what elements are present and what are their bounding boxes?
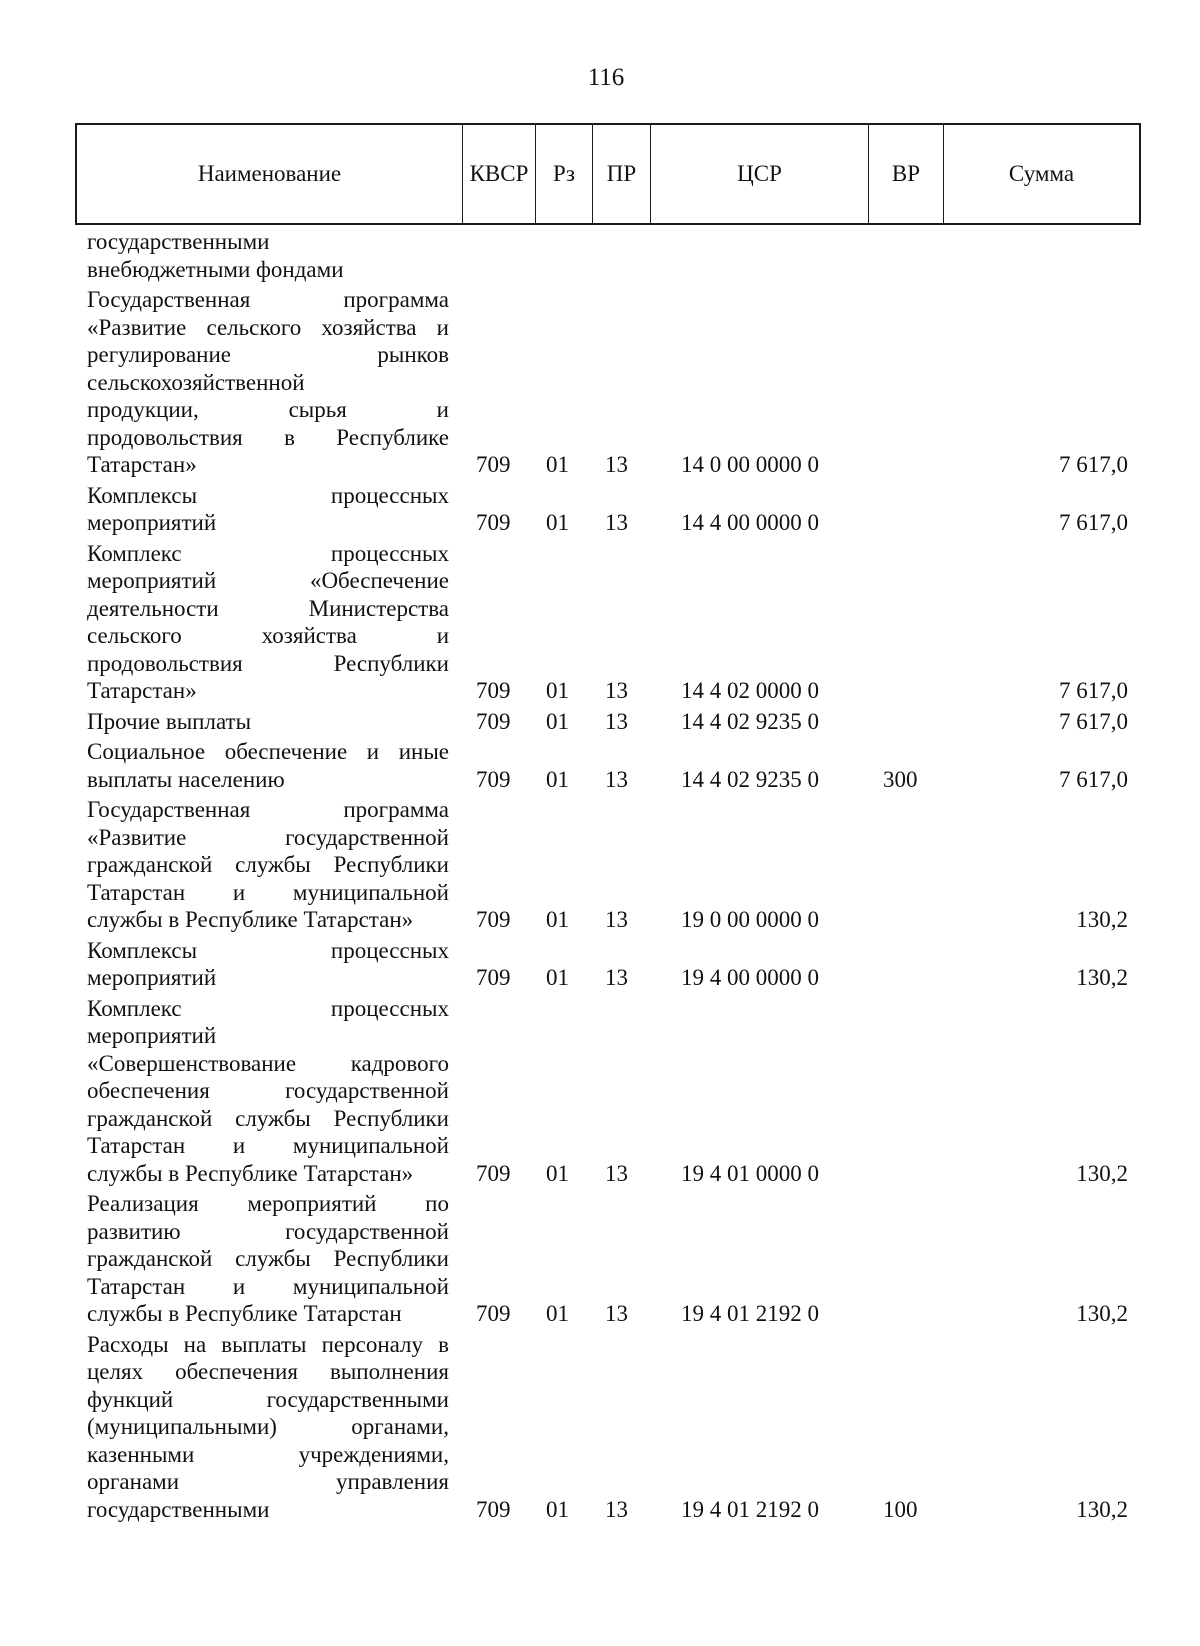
table-row bbox=[0, 738, 1200, 793]
row-name-line: Реализация мероприятий по bbox=[87, 1191, 449, 1216]
row-name-line: продовольствия Республики bbox=[87, 650, 449, 676]
table-row bbox=[0, 1190, 1200, 1328]
cell-sum: 7 617,0 bbox=[1059, 766, 1128, 792]
header-name: Наименование bbox=[77, 125, 463, 223]
row-name-line: службы в Республике Татарстан bbox=[87, 1301, 402, 1326]
cell-csr: 14 4 02 9235 0 bbox=[681, 766, 819, 792]
cell-csr: 14 4 02 0000 0 bbox=[681, 678, 819, 703]
row-name-line: «Развитие сельского хозяйства и bbox=[87, 314, 449, 340]
header-vr: ВР bbox=[869, 125, 944, 223]
row-name-line: Прочие выплаты bbox=[87, 708, 252, 734]
cell-csr: 19 4 01 0000 0 bbox=[681, 1160, 819, 1186]
row-name bbox=[87, 1331, 449, 1524]
cell-sum: 130,2 bbox=[1076, 1496, 1128, 1522]
row-name-line: мероприятий bbox=[87, 965, 217, 990]
row-name-line: мероприятий «Обеспечение bbox=[87, 568, 449, 593]
row-name-line: обеспечения государственной bbox=[87, 1078, 449, 1103]
cell-rz: 01 bbox=[546, 708, 569, 734]
table-row bbox=[0, 482, 1200, 537]
cell-csr: 19 0 00 0000 0 bbox=[681, 907, 819, 932]
row-name bbox=[87, 286, 449, 479]
row-name-line: деятельности Министерства bbox=[87, 595, 449, 621]
row-name-line: функций государственными bbox=[87, 1386, 449, 1412]
row-name-line: сельского хозяйства и bbox=[87, 623, 449, 648]
cell-vr: 300 bbox=[883, 766, 918, 792]
table-header bbox=[75, 123, 1141, 225]
row-name-line: Комплексы процессных bbox=[87, 482, 449, 508]
row-name-line: Татарстан и муниципальной bbox=[87, 879, 449, 905]
header-csr: ЦСР bbox=[651, 125, 869, 223]
cell-kvsr: 709 bbox=[476, 965, 511, 990]
cell-kvsr: 709 bbox=[476, 1496, 511, 1522]
row-name-line: службы в Республике Татарстан» bbox=[87, 1160, 414, 1186]
row-name-line: продовольствия в Республике bbox=[87, 424, 449, 450]
table-row bbox=[0, 228, 1200, 283]
cell-sum: 7 617,0 bbox=[1059, 452, 1128, 477]
header-sum: Сумма bbox=[1008, 161, 1075, 186]
cell-kvsr: 709 bbox=[476, 766, 511, 792]
cell-pr: 13 bbox=[605, 907, 628, 932]
cell-pr: 13 bbox=[605, 965, 628, 990]
header-pr: ПР bbox=[593, 125, 651, 223]
cell-csr: 19 4 01 2192 0 bbox=[681, 1301, 819, 1326]
row-name-line: государственными bbox=[87, 229, 270, 254]
row-name-line: государственными bbox=[87, 1496, 270, 1522]
cell-kvsr: 709 bbox=[476, 1301, 511, 1326]
row-name-line: Татарстан и муниципальной bbox=[87, 1133, 449, 1158]
cell-rz: 01 bbox=[546, 678, 569, 703]
cell-pr: 13 bbox=[605, 1301, 628, 1326]
row-name-line: (муниципальными) органами, bbox=[87, 1414, 449, 1439]
cell-pr: 13 bbox=[605, 766, 628, 792]
row-name-line: Татарстан» bbox=[87, 678, 197, 703]
row-name-line: мероприятий bbox=[87, 1023, 217, 1048]
row-name-line: Государственная программа bbox=[87, 797, 449, 822]
page-number: 116 bbox=[587, 64, 625, 91]
cell-csr: 19 4 01 2192 0 bbox=[681, 1496, 819, 1522]
header-rz: Рз bbox=[536, 125, 593, 223]
cell-rz: 01 bbox=[546, 452, 569, 477]
row-name-line: выплаты населению bbox=[87, 766, 285, 792]
cell-rz: 01 bbox=[546, 510, 569, 535]
cell-pr: 13 bbox=[605, 452, 628, 477]
cell-sum: 130,2 bbox=[1076, 1160, 1128, 1186]
row-name-line: сельскохозяйственной bbox=[87, 369, 305, 395]
row-name-line: Государственная программа bbox=[87, 287, 449, 312]
cell-csr: 14 0 00 0000 0 bbox=[681, 452, 819, 477]
cell-pr: 13 bbox=[605, 1496, 628, 1522]
cell-pr: 13 bbox=[605, 708, 628, 734]
cell-sum: 130,2 bbox=[1076, 1301, 1128, 1326]
row-name-line: органами управления bbox=[87, 1469, 449, 1494]
cell-rz: 01 bbox=[546, 766, 569, 792]
table-row bbox=[0, 995, 1200, 1188]
cell-kvsr: 709 bbox=[476, 1160, 511, 1186]
row-name-line: службы в Республике Татарстан» bbox=[87, 907, 414, 932]
row-name-line: «Совершенствование кадрового bbox=[87, 1050, 449, 1076]
row-name-line: Комплекс процессных bbox=[87, 540, 449, 566]
cell-rz: 01 bbox=[546, 1301, 569, 1326]
row-name-line: развитию государственной bbox=[87, 1218, 449, 1244]
header-kvsr: КВСР bbox=[463, 125, 536, 223]
row-name-line: гражданской службы Республики bbox=[87, 1105, 449, 1131]
row-name-line: целях обеспечения выполнения bbox=[87, 1359, 449, 1384]
row-name-line: внебюджетными фондами bbox=[87, 256, 344, 282]
cell-pr: 13 bbox=[605, 1160, 628, 1186]
table-row bbox=[0, 1331, 1200, 1524]
table-body bbox=[0, 228, 1200, 1526]
row-name-line: Расходы на выплаты персоналу в bbox=[87, 1331, 449, 1357]
cell-sum: 7 617,0 bbox=[1059, 678, 1128, 703]
row-name-line: Татарстан» bbox=[87, 452, 197, 477]
row-name-line: гражданской службы Республики bbox=[87, 852, 449, 877]
cell-kvsr: 709 bbox=[476, 907, 511, 932]
cell-kvsr: 709 bbox=[476, 452, 511, 477]
row-name-line: Комплексы процессных bbox=[87, 937, 449, 963]
row-name-line: казенными учреждениями, bbox=[87, 1441, 449, 1467]
cell-rz: 01 bbox=[546, 1160, 569, 1186]
row-name-line: регулирование рынков bbox=[87, 342, 449, 367]
cell-rz: 01 bbox=[546, 907, 569, 932]
table-row bbox=[0, 937, 1200, 992]
cell-csr: 14 4 00 0000 0 bbox=[681, 510, 819, 535]
cell-csr: 19 4 00 0000 0 bbox=[681, 965, 819, 990]
row-name-line: «Развитие государственной bbox=[87, 824, 449, 850]
cell-rz: 01 bbox=[546, 965, 569, 990]
cell-kvsr: 709 bbox=[476, 510, 511, 535]
table-row bbox=[0, 708, 1200, 736]
cell-pr: 13 bbox=[605, 510, 628, 535]
row-name-line: гражданской службы Республики bbox=[87, 1246, 449, 1271]
cell-sum: 130,2 bbox=[1076, 907, 1128, 932]
cell-rz: 01 bbox=[546, 1496, 569, 1522]
cell-vr: 100 bbox=[883, 1496, 918, 1522]
cell-sum: 7 617,0 bbox=[1059, 708, 1128, 734]
row-name-line: мероприятий bbox=[87, 510, 217, 535]
row-name-line: продукции, сырья и bbox=[87, 397, 449, 422]
cell-sum: 7 617,0 bbox=[1059, 510, 1128, 535]
table-row bbox=[0, 540, 1200, 705]
row-name-line: Социальное обеспечение и иные bbox=[87, 739, 449, 764]
table-row bbox=[0, 286, 1200, 479]
cell-csr: 14 4 02 9235 0 bbox=[681, 708, 819, 734]
row-name-line: Татарстан и муниципальной bbox=[87, 1273, 449, 1299]
row-name-line: Комплекс процессных bbox=[87, 995, 449, 1021]
cell-kvsr: 709 bbox=[476, 708, 511, 734]
cell-kvsr: 709 bbox=[476, 678, 511, 703]
cell-sum: 130,2 bbox=[1076, 965, 1128, 990]
cell-pr: 13 bbox=[605, 678, 628, 703]
row-name bbox=[87, 995, 449, 1188]
table-row bbox=[0, 796, 1200, 934]
